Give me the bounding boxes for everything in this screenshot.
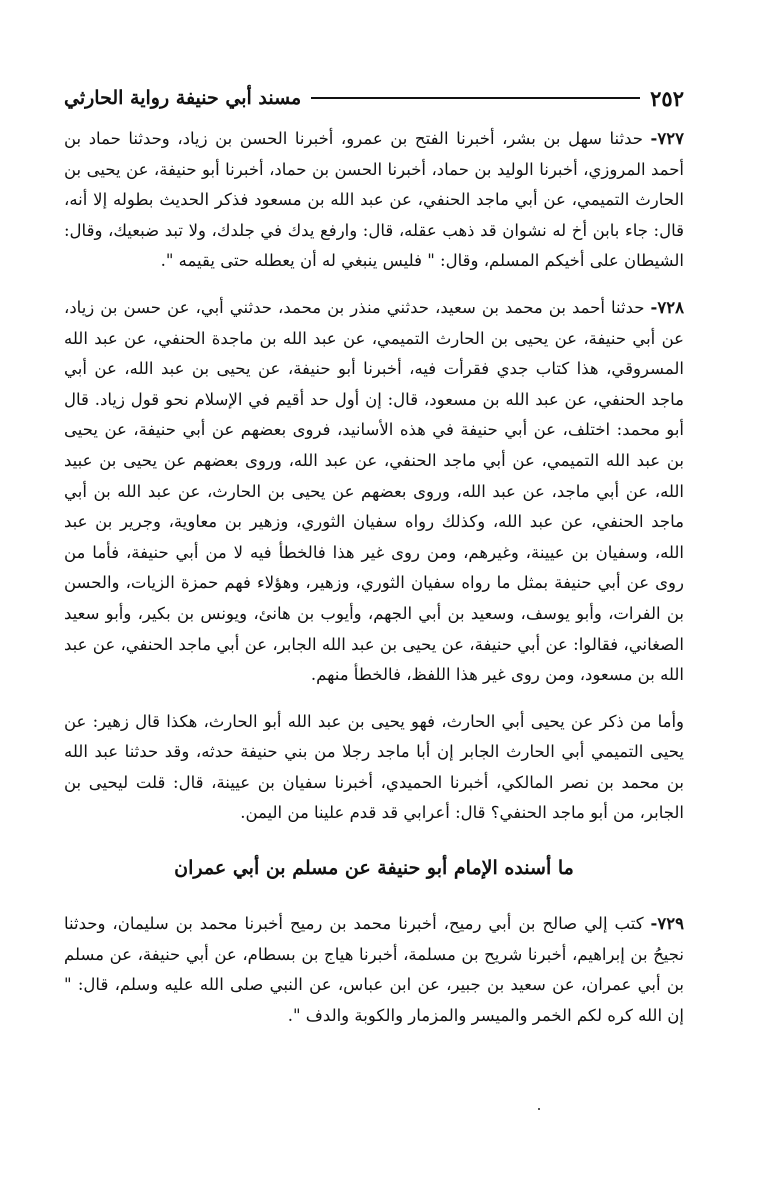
hadith-text: حدثنا أحمد بن محمد بن سعيد، حدثني منذر بن محمد، حدثني أبي، عن حسن بن زياد، عن أبي حنيفة، عن يحيى بن الحارث التميمي، عن عبد الله بن ماجدة الحنفي، عن عبد الله المسروقي، هذا كتاب جدي فقرأت فيه، أخبرنا أبو حنيفة، عن يحيى بن عبد الله، عن أبي ماجد الحنفي، عن عبد الله بن مسعود، قال: إن أول حد أقيم في الإسلام نحو قول زياد. قال أبو محمد: اختلف، عن أبي حنيفة في هذه الأسانيد، فروى بعضهم عن أبي حنيفة، عن يحيى بن عبد الله التميمي، عن أبي ماجد الحنفي، عن عبد الله، وروى بعضهم عن يحيى بن عبيد الله، عن أبي ماجد، عن عبد الله، وروى بعضهم عن يحيى بن الحارث، عن عبد الله بن أبي ماجد الحنفي، عن عبد الله، وكذلك رواه سفيان الثوري، وزهير بن معاوية، وجرير بن عبد الله، وسفيان بن عيينة، وغيرهم، ومن روى غير هذا فالخطأ فيه لا من أبي حنيفة، فأما من روى عن أبي حنيفة بمثل ما رواه سفيان الثوري، وزهير، وهؤلاء فهم حمزة الزيات، والحسن بن الفرات، وأبو يوسف، وسعيد بن أبي الجهم، وأيوب بن هانئ، ويونس بن بكير، وأبو سعيد الصغاني، فقالوا: عن أبي حنيفة، عن يحيى بن عبد الله الجابر، عن أبي ماجد الحنفي، عن عبد الله بن مسعود، ومن روى غير هذا اللفظ، فالخطأ منهم.	[64, 297, 684, 685]
book-page	[64, 78, 684, 1047]
hadith-729	[64, 909, 684, 1031]
hadith-number: ٧٢٨-	[650, 297, 684, 317]
section-heading: ما أسنده الإمام أبو حنيفة عن مسلم بن أبي عمران	[174, 857, 574, 880]
header-rule	[311, 97, 640, 99]
page-number: ٢٥٢	[650, 85, 684, 111]
commentary-text: وأما من ذكر عن يحيى أبي الحارث، فهو يحيى بن عبد الله أبو الحارث، هكذا قال زهير: عن يحيى التميمي أبي الحارث الجابر إن أبا ماجد رجلا من بني حنيفة حدثه، وقد حدثنا عبد الله بن محمد بن نصر المالكي، أخبرنا الحميدي، أخبرنا سفيان بن عيينة، قال: قلت ليحيى بن الجابر، من أبو ماجد الحنفي؟ قال: أعرابي قد قدم علينا من اليمن.	[64, 711, 684, 823]
hadith-number: ٧٢٩-	[650, 914, 684, 934]
hadith-727	[64, 124, 684, 277]
hadith-text: حدثنا سهل بن بشر، أخبرنا الفتح بن عمرو، أخبرنا الحسن بن زياد، وحدثنا حماد بن أحمد المروزي، أخبرنا الوليد بن حماد، أخبرنا الحسن بن حماد، أخبرنا أبو حنيفة، عن يحيى بن الحارث التميمي، عن أبي ماجد الحنفي، عن عبد الله بن مسعود فذكر الحديث بطوله إلا أنه، قال: جاء بابن أخ له نشوان قد ذهب عقله، قال: وارفع يدك في جلدك، ولا تبد ضبعيك، وقال: الشيطان على أخيكم المسلم، وقال: " فليس ينبغي له أن يعطله حتى يقيمه ".	[64, 129, 684, 271]
stray-ink-mark	[538, 1108, 540, 1110]
hadith-number: ٧٢٧-	[650, 129, 684, 148]
hadith-728	[64, 293, 684, 691]
commentary-paragraph	[64, 707, 684, 829]
hadith-text: كتب إلي صالح بن أبي رميح، أخبرنا محمد بن رميح أخبرنا محمد بن سليمان، وحدثنا نجيحُ بن إبراهيم، أخبرنا شريح بن مسلمة، أخبرنا هياج بن بسطام، عن أبي حنيفة، عن مسلم بن أبي عمران، عن سعيد بن جبير، عن ابن عباس، عن النبي صلى الله عليه وسلم، قال: " إن الله كره لكم الخمر والميسر والمزمار والكوبة والدف ".	[64, 914, 684, 1025]
running-title: مسند أبي حنيفة رواية الحارثي	[64, 87, 302, 109]
page-header	[64, 78, 684, 118]
